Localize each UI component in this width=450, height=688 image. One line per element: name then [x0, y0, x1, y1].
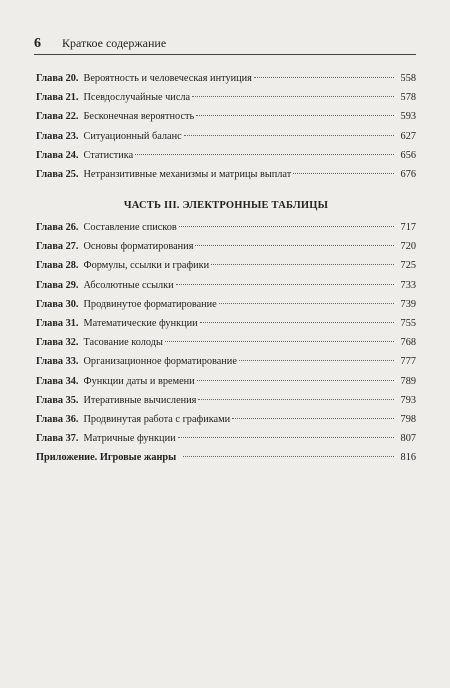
- toc-entry-appendix: [36, 448, 416, 467]
- chapter-number: Глава 34.: [36, 375, 79, 387]
- chapter-title: Продвинутая работа с графиками: [83, 413, 231, 425]
- chapter-number: Глава 33.: [36, 356, 79, 368]
- page-ref: 768: [400, 337, 416, 349]
- chapter-number: Глава 25.: [36, 168, 79, 180]
- chapter-number: Глава 21.: [36, 92, 79, 104]
- chapter-number: Глава 31.: [36, 317, 79, 329]
- chapter-title: Нетранзитивные механизмы и матрицы выплат: [83, 168, 292, 180]
- toc-entry: [36, 333, 416, 352]
- toc-entry: [36, 429, 416, 448]
- toc-entry: [36, 107, 416, 126]
- dot-leader: [178, 436, 394, 438]
- toc-section-part2: [36, 69, 416, 184]
- chapter-number: Глава 24.: [36, 149, 79, 161]
- page-ref: 725: [400, 260, 416, 272]
- page-ref: 755: [400, 317, 416, 329]
- dot-leader: [200, 321, 394, 323]
- chapter-title: Продвинутое форматирование: [83, 298, 217, 310]
- chapter-number: Глава 26.: [36, 222, 79, 233]
- dot-leader: [176, 283, 394, 285]
- page-ref: 739: [400, 298, 416, 310]
- dot-leader: [198, 398, 394, 400]
- chapter-title: Матричные функции: [83, 433, 176, 445]
- toc-entry: [36, 256, 416, 275]
- chapter-title: Псевдослучайные числа: [83, 92, 191, 104]
- toc-entry: [36, 391, 416, 410]
- dot-leader: [211, 263, 394, 265]
- page-ref: 816: [400, 452, 416, 464]
- page-ref: 720: [400, 241, 416, 253]
- chapter-title: Вероятность и человеческая интуиция: [83, 73, 252, 84]
- chapter-number: Глава 28.: [36, 260, 79, 272]
- page-ref: 656: [400, 149, 416, 161]
- chapter-number: Глава 20.: [36, 73, 79, 84]
- part-heading: ЧАСТЬ III. ЭЛЕКТРОННЫЕ ТАБЛИЦЫ: [123, 200, 329, 211]
- toc-section-part3: [36, 218, 416, 467]
- toc-entry: [36, 372, 416, 391]
- page-ref: 798: [400, 413, 416, 425]
- appendix-title: Приложение. Игровые жанры: [36, 452, 177, 464]
- page-ref: 777: [400, 356, 416, 368]
- page-ref: 807: [400, 433, 416, 445]
- chapter-number: Глава 23.: [36, 130, 79, 142]
- page-ref: 789: [400, 375, 416, 387]
- chapter-title: Основы форматирования: [83, 241, 194, 253]
- toc-entry: [36, 88, 416, 107]
- dot-leader: [293, 172, 394, 174]
- dot-leader: [184, 134, 394, 136]
- chapter-number: Глава 27.: [36, 241, 79, 253]
- page-ref: 593: [400, 111, 416, 123]
- page-ref: 558: [400, 73, 416, 84]
- chapter-title: Итеративные вычисления: [83, 394, 197, 406]
- chapter-title: Формулы, ссылки и графики: [83, 260, 210, 272]
- page-number: 6: [34, 36, 41, 51]
- dot-leader: [254, 76, 394, 78]
- chapter-title: Тасование колоды: [83, 337, 163, 349]
- toc-entry: [36, 237, 416, 256]
- chapter-title: Бесконечная вероятность: [83, 111, 195, 123]
- dot-leader: [183, 455, 394, 457]
- chapter-number: Глава 29.: [36, 279, 79, 291]
- chapter-number: Глава 37.: [36, 433, 79, 445]
- toc-entry: [36, 410, 416, 429]
- chapter-number: Глава 36.: [36, 413, 79, 425]
- dot-leader: [195, 244, 394, 246]
- chapter-number: Глава 22.: [36, 111, 79, 123]
- chapter-number: Глава 32.: [36, 337, 79, 349]
- chapter-title: Ситуационный баланс: [83, 130, 182, 142]
- chapter-title: Абсолютные ссылки: [83, 279, 174, 291]
- toc-entry: [36, 276, 416, 295]
- page-ref: 578: [400, 92, 416, 104]
- toc-entry: [36, 352, 416, 371]
- page-ref: 676: [400, 168, 416, 180]
- dot-leader: [197, 379, 394, 381]
- running-header: [34, 36, 416, 55]
- chapter-title: Математические функции: [83, 317, 198, 329]
- chapter-title: Составление списков: [83, 222, 177, 233]
- dot-leader: [196, 114, 394, 116]
- page-ref: 717: [400, 222, 416, 233]
- toc-entry: [36, 295, 416, 314]
- dot-leader: [239, 359, 394, 361]
- chapter-number: Глава 30.: [36, 298, 79, 310]
- page-ref: 733: [400, 279, 416, 291]
- toc-entry: [36, 314, 416, 333]
- toc-entry: [36, 69, 416, 88]
- chapter-title: Организационное форматирование: [83, 356, 237, 368]
- dot-leader: [165, 340, 394, 342]
- dot-leader: [192, 95, 394, 97]
- chapter-title: Функции даты и времени: [83, 375, 195, 387]
- toc-entry: [36, 218, 416, 237]
- dot-leader: [232, 417, 394, 419]
- toc-entry: [36, 146, 416, 165]
- running-title: Краткое содержание: [62, 36, 167, 50]
- toc-entry: [36, 127, 416, 146]
- dot-leader: [219, 302, 394, 304]
- chapter-title: Статистика: [83, 149, 134, 161]
- page-ref: 627: [400, 130, 416, 142]
- dot-leader: [179, 225, 394, 227]
- chapter-number: Глава 35.: [36, 394, 79, 406]
- page-ref: 793: [400, 394, 416, 406]
- toc-entry: [36, 165, 416, 184]
- dot-leader: [135, 153, 394, 155]
